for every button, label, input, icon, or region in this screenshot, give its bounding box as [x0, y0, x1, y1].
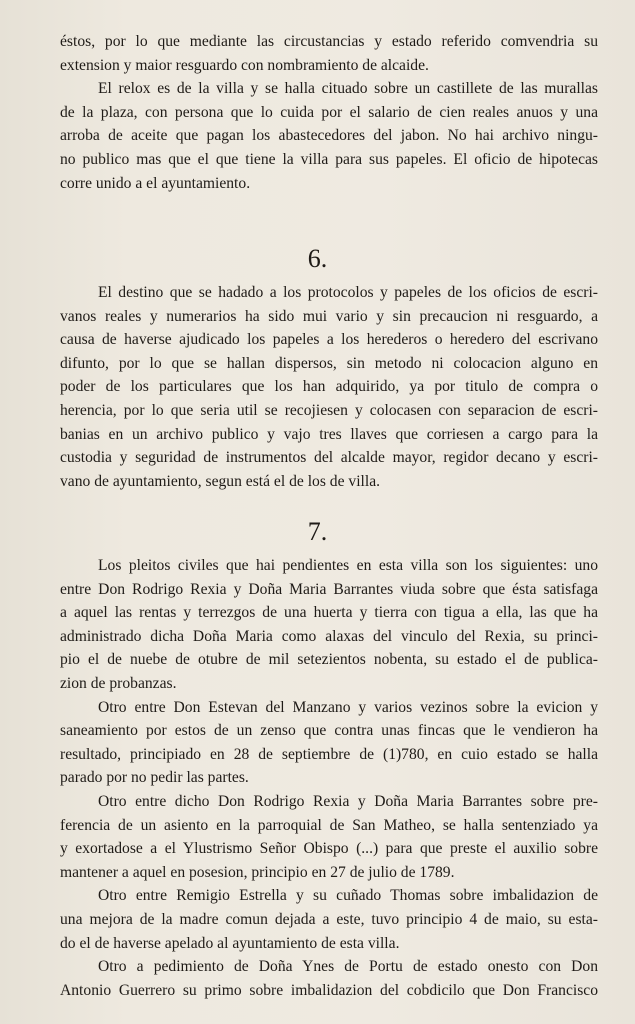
- text-line: Otro entre Don Estevan del Manzano y varios vezinos sobre la evicion y: [98, 698, 598, 716]
- text-line: Otro entre dicho Don Rodrigo Rexia y Doña Maria Barrantes sobre pre-: [98, 792, 598, 810]
- text-line: El destino que se hadado a los protocolos y papeles de los oficios de escri-: [98, 284, 598, 301]
- text-line: mantener a aquel en posesion, principio en 27 de julio de 1789.: [60, 863, 455, 881]
- text-line: corre unido a el ayuntamiento.: [60, 174, 251, 192]
- text-line: Otro entre Remigio Estrella y su cuñado Thomas sobre imbalidazion de: [98, 887, 598, 905]
- text-line: herencia, por lo que seria util se recojiesen y colocasen con separacion de escri-: [60, 401, 598, 419]
- text-line: causa de haverse ajudicado los papeles a los herederos o heredero del escrivano: [60, 331, 598, 349]
- text-line: de la plaza, con persona que lo cuida por el salario de cien reales anuos y una: [60, 103, 598, 121]
- text-line: a aquel las rentas y terrezgos de una huerta y tierra con tigua a ella, las que ha: [60, 604, 598, 622]
- section-heading-6: 6.: [307, 244, 328, 273]
- section-heading-7: 7.: [307, 517, 328, 546]
- text-line: Otro a pedimiento de Doña Ynes de Portu de estado onesto con Don: [98, 958, 598, 976]
- text-line: extension y maior resguardo con nombramiento de alcaide.: [60, 56, 429, 74]
- paragraph-block-top: [60, 30, 598, 195]
- text-line: y exortadose a el Ylustrismo Señor Obispo (...) para que preste el auxilio sobre: [60, 840, 598, 858]
- text-line: Los pleitos civiles que hai pendientes en esta villa son los siguientes: uno: [98, 557, 598, 574]
- paragraph-block-7: [60, 554, 598, 1002]
- text-line: zion de probanzas.: [60, 674, 177, 692]
- text-line: custodia y seguridad de instrumentos del alcalde mayor, regidor decano y escri-: [60, 449, 598, 467]
- text-line: vano de ayuntamiento, segun está el de los de villa.: [60, 472, 381, 490]
- text-line: no publico mas que el que tiene la villa para sus papeles. El oficio de hipotecas: [60, 150, 598, 168]
- text-line: resultado, principiado en 28 de septiembre de (1)780, en cuio estado se halla: [60, 745, 598, 763]
- text-line: entre Don Rodrigo Rexia y Doña Maria Barrantes viuda sobre que ésta satisfaga: [60, 580, 598, 598]
- text-line: saneamiento por estos de un zenso que contra unas fincas que le vendieron ha: [60, 722, 598, 740]
- text-line: Antonio Guerrero su primo sobre imbalidazion del cobdicilo que Don Francisco: [60, 981, 598, 999]
- text-line: vanos reales y numerarios ha sido mui vario y sin precaucion ni resguardo, a: [60, 307, 598, 325]
- text-line: pio el de nuebe de otubre de mil setezientos nobenta, su estado el de publica-: [60, 651, 598, 669]
- text-line: parado por no pedir las partes.: [60, 769, 249, 787]
- text-line: ferencia de un asiento en la parroquial de San Matheo, se halla sentenziado ya: [60, 816, 598, 834]
- text-line: éstos, por lo que mediante las circustancias y estado referido comvendria su: [60, 33, 598, 50]
- text-line: una mejora de la madre comun dejada a este, tuvo principio 4 de maio, su esta-: [60, 910, 598, 928]
- text-line: El relox es de la villa y se halla cituado sobre un castillete de las murallas: [98, 80, 598, 98]
- text-line: poder de los particulares que los han adquirido, ya por titulo de compra o: [60, 378, 598, 396]
- text-line: do el de haverse apelado al ayuntamiento de esta villa.: [60, 934, 400, 952]
- text-line: difunto, por lo que se hallan dispersos, sin metodo ni colocacion alguno en: [60, 354, 598, 372]
- paragraph-block-6: [60, 281, 598, 493]
- text-line: arroba de aceite que pagan los abastecedores del jabon. No hai archivo ningu-: [60, 127, 598, 145]
- text-line: banias en un archivo publico y vajo tres llaves que corriesen a cargo para la: [60, 425, 598, 443]
- text-line: administrado dicha Doña Maria como alaxas del vinculo del Rexia, su princi-: [60, 627, 598, 645]
